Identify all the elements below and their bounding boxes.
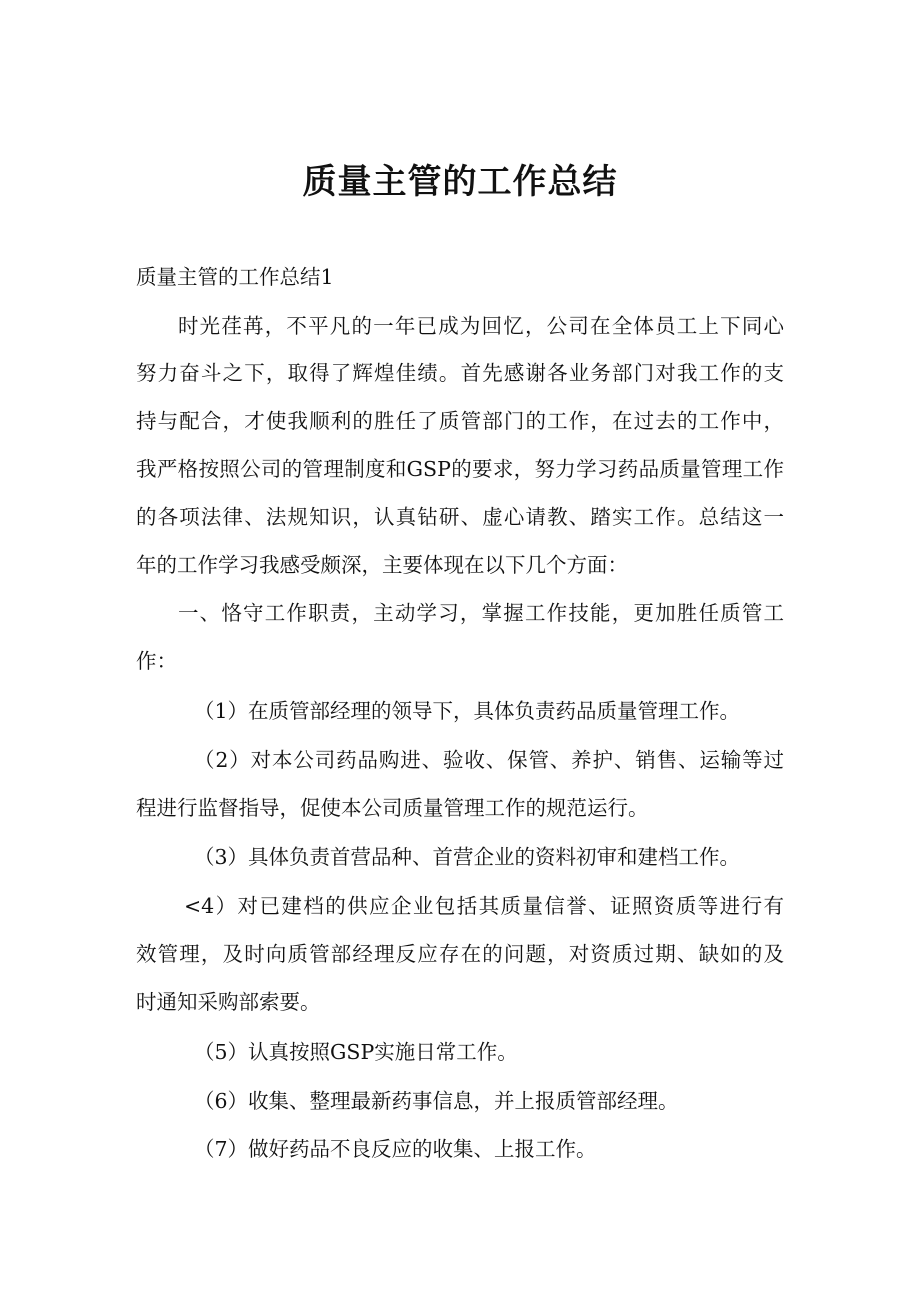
list-item-4-line: <4）对已建档的供应企业包括其质量信誉、证照资质等进行有 <box>184 894 784 918</box>
intro-line: 时光荏苒，不平凡的一年已成为回忆，公司在全体员工上下同心 <box>178 314 784 338</box>
list-item-4-line: 效管理，及时向质管部经理反应存在的问题，对资质过期、缺如的及 <box>136 942 784 966</box>
intro-line: 的各项法律、法规知识，认真钻研、虚心请教、踏实工作。总结这一 <box>136 505 784 529</box>
document-title: 质量主管的工作总结 <box>302 162 618 202</box>
list-item-1: （1）在质管部经理的领导下，具体负责药品质量管理工作。 <box>194 699 741 723</box>
list-item-4-line: 时通知采购部索要。 <box>136 990 321 1014</box>
list-item-6: （6）收集、整理最新药事信息，并上报质管部经理。 <box>194 1089 679 1113</box>
intro-line: 我严格按照公司的管理制度和GSP的要求，努力学习药品质量管理工作 <box>136 457 784 481</box>
point-one-line: 一、恪守工作职责，主动学习，掌握工作技能，更加胜任质管工 <box>178 601 784 625</box>
list-item-3: （3）具体负责首营品种、首营企业的资料初审和建档工作。 <box>194 845 741 869</box>
point-one-line: 作： <box>136 649 177 673</box>
intro-line: 持与配合，才使我顺利的胜任了质管部门的工作，在过去的工作中， <box>136 409 784 433</box>
section-heading: 质量主管的工作总结1 <box>136 265 334 289</box>
intro-line: 年的工作学习我感受颇深，主要体现在以下几个方面： <box>136 553 628 577</box>
list-item-2-line: 程进行监督指导，促使本公司质量管理工作的规范运行。 <box>136 796 649 820</box>
list-item-5: （5）认真按照GSP实施日常工作。 <box>194 1040 518 1064</box>
list-item-7: （7）做好药品不良反应的收集、上报工作。 <box>194 1137 597 1161</box>
list-item-2-line: （2）对本公司药品购进、验收、保管、养护、销售、运输等过 <box>194 748 784 772</box>
intro-line: 努力奋斗之下，取得了辉煌佳绩。首先感谢各业务部门对我工作的支 <box>136 361 784 385</box>
